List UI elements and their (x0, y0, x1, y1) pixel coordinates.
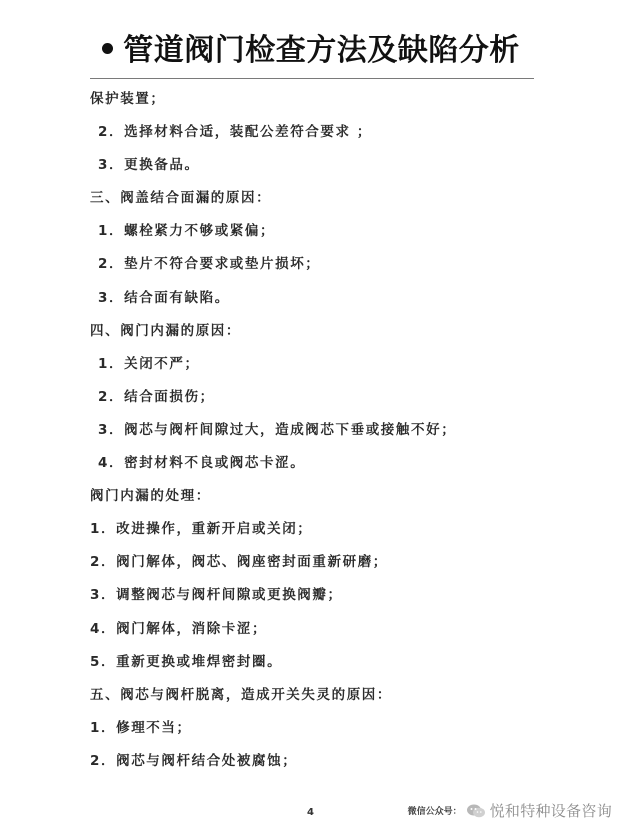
text-line: 1．改进操作，重新开启或关闭； (90, 521, 313, 538)
watermark (408, 800, 612, 821)
text-line: 1．修理不当； (90, 719, 192, 736)
text-line: 2．阀芯与阀杆结合处被腐蚀； (90, 752, 298, 769)
text-line: 1．关闭不严； (98, 355, 200, 372)
wechat-icon (466, 803, 486, 819)
text-line: 5．重新更换或堆焊密封圈。 (90, 653, 283, 670)
page-number: 4 (307, 807, 314, 818)
text-line: 4．阀门解体，消除卡涩； (90, 620, 268, 637)
text-line: 3．结合面有缺陷。 (98, 289, 230, 306)
text-line: 2．阀门解体，阀芯、阀座密封面重新研磨； (90, 554, 388, 571)
text-line: 2．垫片不符合要求或垫片损坏； (98, 256, 321, 273)
text-line: 3．更换备品。 (98, 157, 200, 174)
text-line: 2．选择材料合适，装配公差符合要求 ； (98, 124, 372, 141)
text-line: 保护装置； (90, 91, 166, 107)
text-line: 五、阀芯与阀杆脱离，造成开关失灵的原因： (90, 686, 392, 703)
text-line: 三、阀盖结合面漏的原因： (90, 190, 272, 207)
text-line: 阀门内漏的处理： (90, 488, 211, 505)
text-line: 2．结合面损伤； (98, 388, 215, 405)
title-bullet (102, 43, 113, 54)
watermark-prefix: 微信公众号： (407, 807, 462, 817)
text-line: 1．螺栓紧力不够或紧偏； (98, 223, 276, 240)
page-title: 管道阀门检查方法及缺陷分析 (123, 33, 520, 68)
watermark-name: 悦和特种设备咨询 (489, 802, 612, 820)
text-line: 4．密封材料不良或阀芯卡涩。 (98, 455, 306, 472)
text-line: 四、阀门内漏的原因： (90, 322, 241, 339)
page-header (0, 22, 622, 72)
text-line: 3．调整阀芯与阀杆间隙或更换阀瓣； (90, 587, 343, 604)
text-line: 3．阀芯与阀杆间隙过大，造成阀芯下垂或接触不好； (98, 421, 457, 438)
document-body (90, 83, 600, 778)
title-divider (90, 78, 534, 79)
